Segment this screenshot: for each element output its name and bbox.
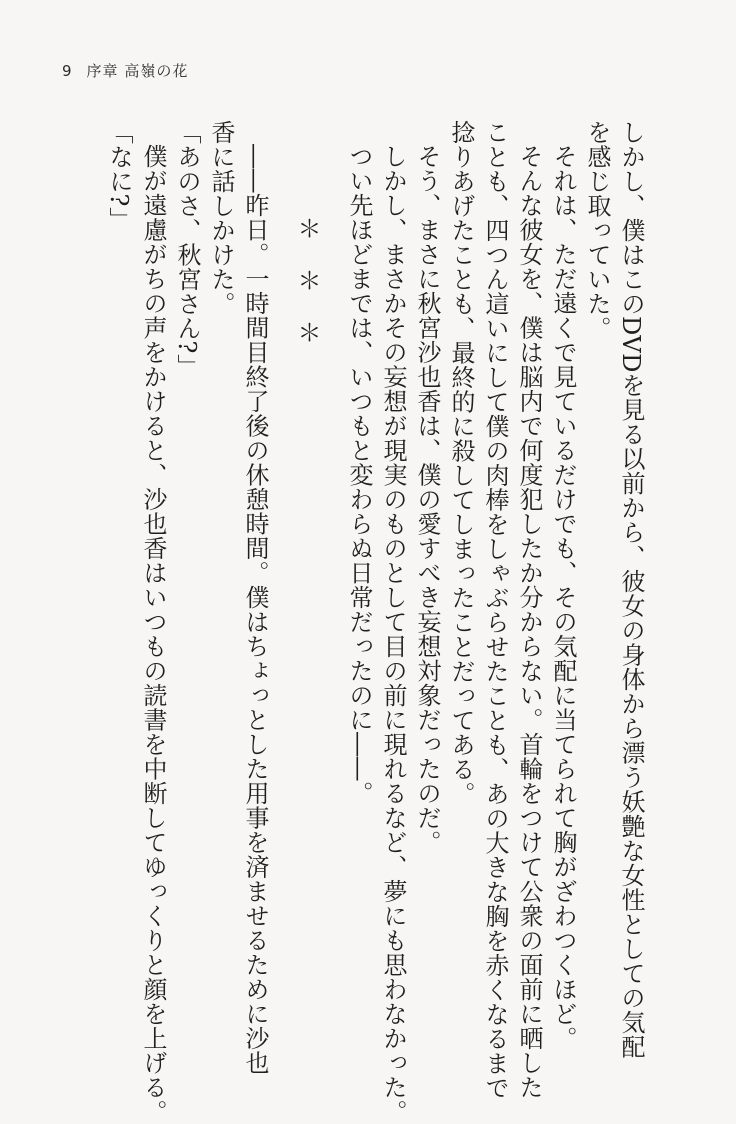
text-line: そう、まさに秋宮沙也香は、僕の愛すべき妄想対象だったのだ。	[413, 144, 441, 855]
text-line: ――昨日。一時間目終了後の休憩時間。僕はちょっとした用事を済ませるために沙也	[241, 144, 269, 1075]
text-line: しかし、僕はこのDVDを見る以前から、彼女の身体から漂う妖艶な女性としての気配	[617, 120, 645, 1059]
text-line: それは、ただ遠くで見ているだけでも、その気配に当てられて胸がざわつくほど。	[549, 144, 577, 1051]
text-line: 僕が遠慮がちの声をかけると、沙也香はいつもの読書を中断してゆっくりと顔を上げる。	[139, 144, 167, 1124]
page-number: 9	[62, 62, 73, 80]
text-line: そんな彼女を、僕は脳内で何度犯したか分からない。首輪をつけて公衆の面前に晒した	[515, 144, 543, 1100]
text-line: しかし、まさかその妄想が現実のものとして目の前に現れるなど、夢にも思わなかった。	[379, 144, 407, 1124]
body-text	[102, 120, 648, 1124]
chapter-title: 序章 高嶺の花	[86, 62, 189, 80]
text-line: を感じ取っていた。	[583, 120, 611, 341]
running-header	[62, 60, 188, 81]
text-line: 香に話しかけた。	[207, 120, 235, 316]
text-line: つい先ほどまでは、いつもと変わらぬ日常だったのに――。	[345, 144, 373, 806]
dialogue-line: 「なに?」	[105, 120, 133, 232]
section-separator: ＊＊＊	[293, 216, 321, 372]
text-line: ことも、四つん這いにして僕の肉棒をしゃぶらせたことも、あの大きな胸を赤くなるまで	[481, 120, 509, 1100]
text-line: 捻りあげたことも、最終的に殺してしまったことだってある。	[447, 120, 475, 806]
dialogue-line: 「あのさ、秋宮さん?」	[173, 120, 201, 379]
